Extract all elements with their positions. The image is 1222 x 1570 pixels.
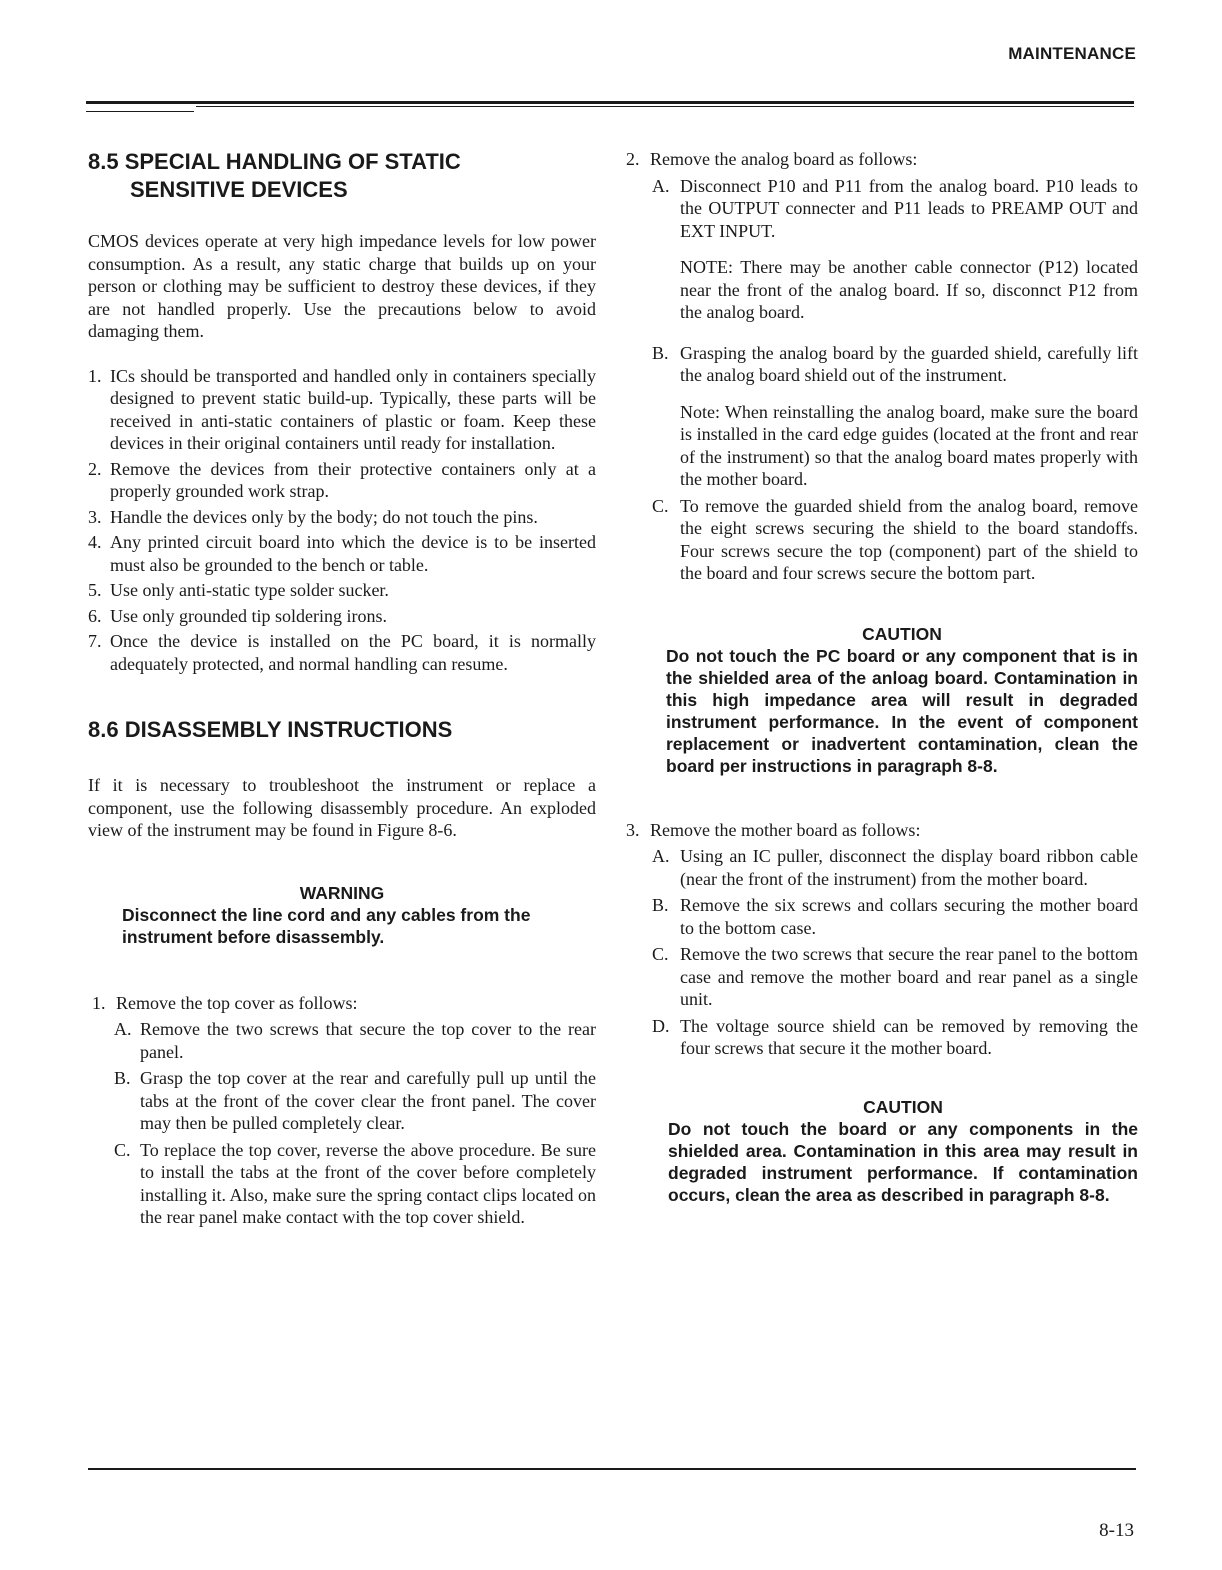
section-8-5-heading-line2: SENSITIVE DEVICES [130, 177, 348, 202]
section-8-5-intro: CMOS devices operate at very high impedance levels for low power consumption. As a result, any static charge that builds up on your person or clothing may be sufficient to destroy these devices, if they are not handled properly. Use the precautions below to avoid damaging them. [88, 231, 596, 341]
footer-rule [88, 1468, 1136, 1470]
step-2a: A. Disconnect P10 and P11 from the analog board. P10 leads to the OUTPUT connecter and P11 leads to PREAMP OUT and EXT INPUT. [652, 175, 1138, 241]
right-column [622, 148, 1138, 1206]
header-rule-thin [86, 111, 194, 112]
list-item: 2. Remove the devices from their protective containers only at a properly grounded work strap. [88, 458, 596, 501]
caution-2-body: Do not touch the board or any components in the shielded area. Contamination in this area may result in degraded instrument performance. If contamination occurs, clean the area as described in paragraph 8-8. [668, 1118, 1138, 1205]
list-item: 6. Use only grounded tip soldering irons. [88, 605, 387, 626]
step-1b: B. Grasp the top cover at the rear and carefully pull up until the tabs at the front of the cover clear the front panel. The cover may then be pulled completely clear. [114, 1068, 596, 1133]
list-item: 7. Once the device is installed on the PC board, it is normally adequately protected, and normal handling can resume. [88, 631, 596, 674]
caution-box-2 [622, 1096, 1138, 1206]
step-3: 3. Remove the mother board as follows: [626, 819, 921, 840]
header-rule-thin-right [196, 106, 1134, 107]
section-8-6-intro: If it is necessary to troubleshoot the instrument or replace a component, use the following disassembly procedure. An exploded view of the instrument may be found in Figure 8-6. [88, 775, 596, 840]
step-2-note-1: NOTE: There may be another cable connector (P12) located near the front of the analog board. If so, disconnct P12 from the analog board. [680, 257, 1138, 322]
list-item: 1. ICs should be transported and handled only in containers specially designed to prevent static build-up. Typically, these parts will be received in anti-static containers of plastic or foam. Keep these devices in their original containers until ready for installation. [88, 365, 596, 453]
caution-1-title: CAUTION [862, 623, 942, 644]
section-8-5-heading-line1: 8.5 SPECIAL HANDLING OF STATIC [88, 149, 461, 174]
header-rule [86, 101, 1134, 104]
left-column [88, 148, 596, 1229]
list-item: 4. Any printed circuit board into which the device is to be inserted must also be grounded to the bench or table. [88, 532, 596, 575]
step-3a: A. Using an IC puller, disconnect the display board ribbon cable (near the front of the instrument) from the mother board. [652, 846, 1138, 889]
step-2b: B. Grasping the analog board by the guarded shield, carefully lift the analog board shield out of the instrument. [652, 342, 1138, 385]
warning-body: Disconnect the line cord and any cables from the instrument before disassembly. [122, 904, 531, 947]
caution-1-body: Do not touch the PC board or any component that is in the shielded area of the anloag board. Contamination in this high impedance area will result in degraded instrument performance. In the event of component replacement or inadvertent contamination, clean the board per instructions in paragraph 8-8. [666, 645, 1138, 776]
step-2-note-2: Note: When reinstalling the analog board, make sure the board is installed in the card edge guides (located at the front and rear of the instrument) so that the analog board mates properly with the mother board. [680, 401, 1138, 489]
step-2c: C. To remove the guarded shield from the analog board, remove the eight screws securing the shield to the board standoffs. Four screws secure the top (component) part of the shield to the board and four screws secure the bottom part. [652, 495, 1138, 583]
warning-box [88, 882, 596, 948]
page-number: 8-13 [1099, 1520, 1134, 1541]
running-header: MAINTENANCE [1008, 44, 1136, 63]
precautions-list [88, 365, 596, 676]
step-3c: C. Remove the two screws that secure the rear panel to the bottom case and remove the mother board and rear panel as a single unit. [652, 944, 1138, 1009]
section-8-6-heading: 8.6 DISASSEMBLY INSTRUCTIONS [88, 717, 453, 742]
step-2: 2. Remove the analog board as follows: [626, 149, 918, 169]
step-1a: A. Remove the two screws that secure the top cover to the rear panel. [114, 1019, 596, 1062]
step-1: 1. Remove the top cover as follows: [92, 992, 358, 1013]
step-1c: C. To replace the top cover, reverse the above procedure. Be sure to install the tabs at the front of the cover before completely installing it. Also, make sure the spring contact clips located on the rear panel make contact with the top cover shield. [114, 1139, 596, 1227]
list-item: 3. Handle the devices only by the body; do not touch the pins. [88, 506, 538, 527]
step-3d: D. The voltage source shield can be removed by removing the four screws that secure it the mother board. [652, 1015, 1138, 1058]
caution-2-title: CAUTION [863, 1096, 943, 1117]
warning-title: WARNING [299, 882, 385, 903]
step-3b: B. Remove the six screws and collars securing the mother board to the bottom case. [652, 895, 1138, 938]
list-item: 5. Use only anti-static type solder sucker. [88, 580, 389, 600]
caution-box-1 [622, 623, 1138, 777]
section-8-5-heading [88, 148, 596, 204]
